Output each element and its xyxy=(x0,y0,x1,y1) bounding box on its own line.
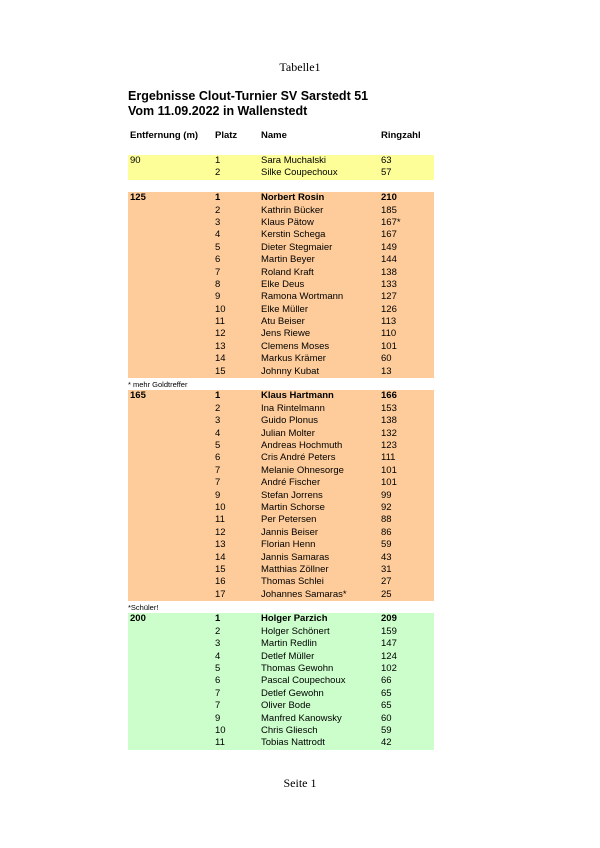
heading-line-1: Ergebnisse Clout-Turnier SV Sarstedt 51 xyxy=(128,89,369,103)
place-cell: 5 xyxy=(215,663,221,675)
score-cell: 209 xyxy=(381,613,397,625)
score-cell: 101 xyxy=(381,340,397,352)
table-row xyxy=(128,217,434,229)
score-cell: 144 xyxy=(381,254,397,266)
score-cell: 101 xyxy=(381,477,397,489)
table-row xyxy=(128,267,434,279)
place-cell: 2 xyxy=(215,204,221,216)
score-cell: 123 xyxy=(381,439,397,451)
place-cell: 8 xyxy=(215,278,221,290)
table-row xyxy=(128,192,434,204)
place-cell: 3 xyxy=(215,638,221,650)
name-cell: Ramona Wortmann xyxy=(261,291,344,303)
table-row xyxy=(128,254,434,266)
score-cell: 59 xyxy=(381,539,392,551)
place-cell: 7 xyxy=(215,464,221,476)
table-row xyxy=(128,155,434,167)
score-cell: 210 xyxy=(381,192,397,204)
table-row xyxy=(128,205,434,217)
table-row xyxy=(128,167,434,179)
score-cell: 153 xyxy=(381,402,397,414)
distance-group xyxy=(128,613,434,749)
score-cell: 126 xyxy=(381,303,397,315)
place-cell: 6 xyxy=(215,675,221,687)
table-row xyxy=(128,613,434,625)
score-cell: 31 xyxy=(381,563,392,575)
name-cell: Thomas Schlei xyxy=(261,576,324,588)
place-cell: 11 xyxy=(215,514,225,526)
score-cell: 159 xyxy=(381,625,397,637)
score-cell: 88 xyxy=(381,514,392,526)
score-cell: 92 xyxy=(381,501,392,513)
score-cell: 138 xyxy=(381,266,397,278)
score-cell: 42 xyxy=(381,737,392,749)
table-row xyxy=(128,539,434,551)
table-row xyxy=(128,502,434,514)
distance-cell: 165 xyxy=(130,390,146,402)
name-cell: Kerstin Schega xyxy=(261,229,326,241)
distance-group xyxy=(128,192,434,378)
score-cell: 60 xyxy=(381,712,392,724)
table-row xyxy=(128,564,434,576)
place-cell: 3 xyxy=(215,415,221,427)
place-cell: 2 xyxy=(215,402,221,414)
score-cell: 63 xyxy=(381,155,392,166)
score-cell: 149 xyxy=(381,241,397,253)
table-row xyxy=(128,291,434,303)
place-cell: 14 xyxy=(215,353,226,365)
table-row xyxy=(128,341,434,353)
column-header-distance: Entfernung (m) xyxy=(130,130,199,141)
score-cell: 27 xyxy=(381,576,392,588)
distance-cell: 90 xyxy=(130,155,141,166)
table-row xyxy=(128,328,434,340)
name-cell: Martin Schorse xyxy=(261,501,325,513)
score-cell: 113 xyxy=(381,316,397,328)
score-cell: 147 xyxy=(381,638,397,650)
footnote: * mehr Goldtreffer xyxy=(128,378,434,390)
distance-group xyxy=(128,390,434,601)
name-cell: Detlef Müller xyxy=(261,650,315,662)
score-cell: 25 xyxy=(381,588,392,600)
table-row xyxy=(128,465,434,477)
group-spacer xyxy=(128,180,434,192)
table-row xyxy=(128,353,434,365)
score-cell: 65 xyxy=(381,700,392,712)
place-cell: 10 xyxy=(215,724,226,736)
score-cell: 99 xyxy=(381,489,392,501)
name-cell: Guido Plonus xyxy=(261,415,319,427)
name-cell: Andreas Hochmuth xyxy=(261,439,343,451)
table-row xyxy=(128,651,434,663)
name-cell: Dieter Stegmaier xyxy=(261,241,333,253)
name-cell: Klaus Pätow xyxy=(261,216,314,228)
table-row xyxy=(128,675,434,687)
name-cell: Clemens Moses xyxy=(261,340,330,352)
score-cell: 124 xyxy=(381,650,397,662)
place-cell: 3 xyxy=(215,216,221,228)
place-cell: 7 xyxy=(215,687,221,699)
place-cell: 16 xyxy=(215,576,226,588)
footnote: *Schüler! xyxy=(128,601,434,613)
distance-group xyxy=(128,155,434,180)
place-cell: 1 xyxy=(215,192,221,204)
name-cell: Jannis Beiser xyxy=(261,526,319,538)
place-cell: 9 xyxy=(215,712,221,724)
place-cell: 12 xyxy=(215,526,226,538)
name-cell: Melanie Ohnesorge xyxy=(261,464,344,476)
name-cell: Manfred Kanowsky xyxy=(261,712,342,724)
table-row xyxy=(128,737,434,749)
name-cell: Sara Muchalski xyxy=(261,155,326,166)
heading-line-2: Vom 11.09.2022 in Wallenstedt xyxy=(128,104,308,118)
column-header-score: Ringzahl xyxy=(381,130,421,141)
score-cell: 132 xyxy=(381,427,397,439)
place-cell: 2 xyxy=(215,167,221,179)
table-row xyxy=(128,725,434,737)
place-cell: 6 xyxy=(215,452,221,464)
place-cell: 4 xyxy=(215,650,221,662)
name-cell: Kathrin Bücker xyxy=(261,204,324,216)
name-cell: Holger Parzich xyxy=(261,613,328,625)
score-cell: 110 xyxy=(381,328,397,340)
score-cell: 65 xyxy=(381,687,392,699)
table-row xyxy=(128,552,434,564)
document-heading xyxy=(128,89,368,119)
table-row xyxy=(128,440,434,452)
score-cell: 86 xyxy=(381,526,392,538)
name-cell: Johnny Kubat xyxy=(261,365,320,377)
name-cell: Norbert Rosin xyxy=(261,192,325,204)
score-cell: 167 xyxy=(381,229,397,241)
name-cell: Cris André Peters xyxy=(261,452,336,464)
score-cell: 133 xyxy=(381,278,397,290)
table-row xyxy=(128,452,434,464)
table-row xyxy=(128,428,434,440)
name-cell: Markus Krämer xyxy=(261,353,326,365)
name-cell: Tobias Nattrodt xyxy=(261,737,325,749)
place-cell: 15 xyxy=(215,563,226,575)
table-row xyxy=(128,638,434,650)
table-row xyxy=(128,316,434,328)
table-row xyxy=(128,589,434,601)
place-cell: 7 xyxy=(215,700,221,712)
name-cell: Ina Rintelmann xyxy=(261,402,325,414)
sheet-title: Tabelle1 xyxy=(279,60,321,74)
place-cell: 1 xyxy=(215,390,221,402)
place-cell: 12 xyxy=(215,328,226,340)
table-row xyxy=(128,713,434,725)
place-cell: 9 xyxy=(215,489,221,501)
name-cell: Stefan Jorrens xyxy=(261,489,323,501)
name-cell: Holger Schönert xyxy=(261,625,330,637)
score-cell: 167* xyxy=(381,216,401,228)
name-cell: Julian Molter xyxy=(261,427,315,439)
name-cell: Johannes Samaras* xyxy=(261,588,347,600)
place-cell: 5 xyxy=(215,439,221,451)
score-cell: 138 xyxy=(381,415,397,427)
name-cell: Silke Coupechoux xyxy=(261,167,338,179)
name-cell: Pascal Coupechoux xyxy=(261,675,346,687)
name-cell: Chris Gliesch xyxy=(261,724,318,736)
score-cell: 60 xyxy=(381,353,392,365)
page-footer: Seite 1 xyxy=(283,776,317,790)
place-cell: 15 xyxy=(215,365,226,377)
score-cell: 13 xyxy=(381,365,392,377)
place-cell: 13 xyxy=(215,340,226,352)
score-cell: 166 xyxy=(381,390,397,402)
column-header-place: Platz xyxy=(215,130,238,141)
name-cell: Florian Henn xyxy=(261,539,316,551)
table-row xyxy=(128,304,434,316)
name-cell: Jannis Samaras xyxy=(261,551,330,563)
place-cell: 17 xyxy=(215,588,226,600)
name-cell: Roland Kraft xyxy=(261,266,314,278)
place-cell: 2 xyxy=(215,625,221,637)
score-cell: 102 xyxy=(381,663,397,675)
score-cell: 127 xyxy=(381,291,397,303)
column-header-name: Name xyxy=(261,130,287,141)
place-cell: 10 xyxy=(215,303,226,315)
place-cell: 11 xyxy=(215,316,225,328)
place-cell: 7 xyxy=(215,477,221,489)
table-row xyxy=(128,527,434,539)
table-row xyxy=(128,390,434,402)
name-cell: Martin Beyer xyxy=(261,254,315,266)
name-cell: Detlef Gewohn xyxy=(261,687,324,699)
table-row xyxy=(128,403,434,415)
place-cell: 11 xyxy=(215,737,225,749)
results-table xyxy=(128,155,434,750)
name-cell: Oliver Bode xyxy=(261,700,311,712)
table-row xyxy=(128,576,434,588)
place-cell: 4 xyxy=(215,229,221,241)
score-cell: 59 xyxy=(381,724,392,736)
table-row xyxy=(128,514,434,526)
score-cell: 185 xyxy=(381,204,397,216)
table-row xyxy=(128,477,434,489)
distance-cell: 200 xyxy=(130,613,146,625)
table-row xyxy=(128,626,434,638)
score-cell: 101 xyxy=(381,464,397,476)
place-cell: 9 xyxy=(215,291,221,303)
name-cell: Elke Deus xyxy=(261,278,305,290)
name-cell: Martin Redlin xyxy=(261,638,317,650)
place-cell: 1 xyxy=(215,613,221,625)
score-cell: 111 xyxy=(381,452,396,464)
name-cell: Klaus Hartmann xyxy=(261,390,334,402)
score-cell: 43 xyxy=(381,551,392,563)
table-row xyxy=(128,229,434,241)
place-cell: 7 xyxy=(215,266,221,278)
name-cell: Matthias Zöllner xyxy=(261,563,329,575)
score-cell: 66 xyxy=(381,675,392,687)
table-row xyxy=(128,366,434,378)
name-cell: André Fischer xyxy=(261,477,321,489)
name-cell: Elke Müller xyxy=(261,303,308,315)
column-headers xyxy=(128,130,434,144)
place-cell: 1 xyxy=(215,155,221,166)
table-row xyxy=(128,700,434,712)
place-cell: 5 xyxy=(215,241,221,253)
table-row xyxy=(128,242,434,254)
place-cell: 13 xyxy=(215,539,226,551)
name-cell: Atu Beiser xyxy=(261,316,305,328)
table-row xyxy=(128,688,434,700)
name-cell: Per Petersen xyxy=(261,514,317,526)
place-cell: 10 xyxy=(215,501,226,513)
place-cell: 6 xyxy=(215,254,221,266)
table-row xyxy=(128,663,434,675)
table-row xyxy=(128,279,434,291)
place-cell: 14 xyxy=(215,551,226,563)
place-cell: 4 xyxy=(215,427,221,439)
distance-cell: 125 xyxy=(130,192,146,204)
name-cell: Thomas Gewohn xyxy=(261,663,334,675)
name-cell: Jens Riewe xyxy=(261,328,311,340)
table-row xyxy=(128,415,434,427)
table-row xyxy=(128,490,434,502)
score-cell: 57 xyxy=(381,167,392,179)
